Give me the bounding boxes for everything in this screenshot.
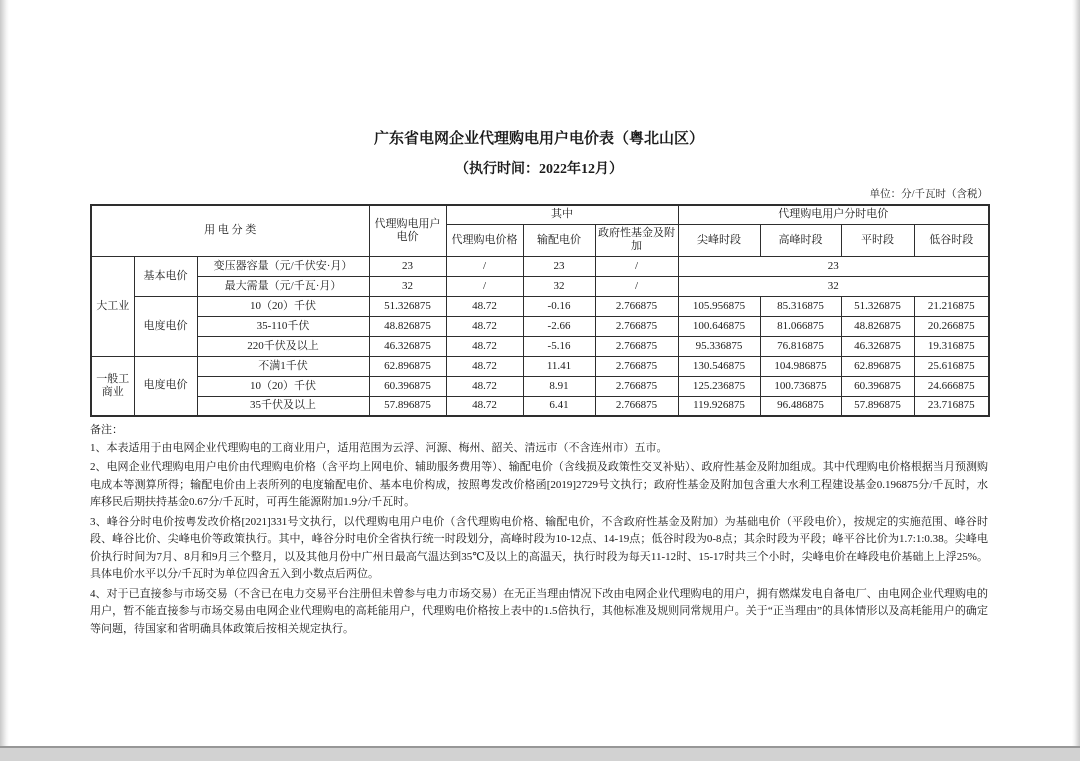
price-cell: 8.91 (523, 376, 595, 396)
header-tou: 代理购电用户分时电价 (678, 205, 989, 224)
page-edge-left (0, 0, 9, 748)
price-cell: 57.896875 (841, 396, 914, 416)
price-cell-merged: 23 (678, 256, 989, 276)
price-cell: 104.986875 (760, 356, 841, 376)
price-cell: 32 (369, 276, 446, 296)
page-edge-right (1072, 0, 1080, 748)
price-cell: 46.326875 (369, 336, 446, 356)
header-category: 用 电 分 类 (91, 205, 369, 256)
header-agency-user-price: 代理购电用户电价 (369, 205, 446, 256)
price-cell: 125.236875 (678, 376, 760, 396)
header-agency-price: 代理购电价格 (446, 224, 523, 256)
note-item-4: 4、对于已直接参与市场交易（不含已在电力交易平台注册但未曾参与电力市场交易）在无正当理由情况下改由电网企业代理购电的用户，拥有燃煤发电自备电厂、由电网企业代理购电的用户，暂不能直接参与市场交易由电网企业代理购电的高耗能用户，代理购电价格按上表中的1.5倍执行，其他标准及规则同常规用户。关于“正当理由”的具体情形以及高耗能用户的确定等问题，待国家和省明确具体政策后按相关规定执行。 (90, 587, 988, 635)
price-cell: -5.16 (523, 336, 595, 356)
price-cell: 23 (369, 256, 446, 276)
table-header-row-1 (91, 205, 989, 224)
price-cell: 46.326875 (841, 336, 914, 356)
table-row (91, 316, 989, 336)
header-among: 其中 (446, 205, 678, 224)
price-cell: -2.66 (523, 316, 595, 336)
price-cell: 25.616875 (914, 356, 989, 376)
table-row (91, 256, 989, 276)
price-cell: 51.326875 (841, 296, 914, 316)
group-energy-price: 电度电价 (134, 356, 197, 416)
price-cell: 62.896875 (841, 356, 914, 376)
group-large-industry: 大工业 (91, 256, 134, 356)
price-cell: 23.716875 (914, 396, 989, 416)
group-general-commerce: 一般工商业 (91, 356, 134, 416)
price-cell: 2.766875 (595, 336, 678, 356)
price-cell: 96.486875 (760, 396, 841, 416)
header-sharp-peak: 尖峰时段 (678, 224, 760, 256)
unit-note: 单位：分/千瓦时（含税） (869, 189, 988, 200)
group-energy-price: 电度电价 (134, 296, 197, 356)
table-row (91, 356, 989, 376)
price-cell: / (595, 276, 678, 296)
price-cell: 2.766875 (595, 296, 678, 316)
price-cell: 57.896875 (369, 396, 446, 416)
price-cell-merged: 32 (678, 276, 989, 296)
price-cell: 48.72 (446, 396, 523, 416)
note-item-3: 3、峰谷分时电价按粤发改价格[2021]331号文执行，以代理购电用户电价（含代理购电价格、输配电价，不含政府性基金及附加）为基础电价（平段电价），按规定的实施范围、峰谷时段、峰谷比价、尖峰电价等政策执行。其中，峰谷分时电价全省执行统一时段划分，高峰时段为10-12点、14-19点；低谷时段为0-8点；其余时段为平段；峰平谷比价为1.7:1:0.38。尖峰电价执行时间为7月、8月和9月三个整月，以及其他月份中广州日最高气温达到35℃及以上的高温天，执行时段为每天11-12时、15-17时共三个小时，尖峰电价在峰段电价基础上上浮25%。具体电价水平以分/千瓦时为单位四舍五入到小数点后两位。 (90, 515, 988, 580)
price-cell: 76.816875 (760, 336, 841, 356)
page-title: 广东省电网企业代理购电用户电价表（粤北山区） (373, 131, 704, 147)
page-subtitle: （执行时间：2022年12月） (455, 162, 623, 177)
price-cell: 62.896875 (369, 356, 446, 376)
price-cell: 2.766875 (595, 356, 678, 376)
price-cell: 100.646875 (678, 316, 760, 336)
price-cell: 130.546875 (678, 356, 760, 376)
price-cell: / (595, 256, 678, 276)
notes-heading: 备注： (90, 424, 123, 436)
price-cell: 85.316875 (760, 296, 841, 316)
price-cell: 100.736875 (760, 376, 841, 396)
price-cell: 48.72 (446, 316, 523, 336)
document-content (90, 0, 988, 640)
note-item-2: 2、电网企业代理购电用户电价由代理购电价格（含平均上网电价、辅助服务费用等）、输配电价（含线损及政策性交叉补贴）、政府性基金及附加组成。其中代理购电价格根据当月预测购电成本等测算所得；输配电价由上表所列的电度输配电价、基本电价构成，按照粤发改价格函[2019]2729号文执行；政府性基金及附加包含重大水利工程建设基金0.196875分/千瓦时，水库移民后期扶持基金0.67分/千瓦时，可再生能源附加1.9分/千瓦时。 (90, 461, 988, 508)
price-cell: 23 (523, 256, 595, 276)
notes-section (90, 422, 988, 638)
group-basic-price: 基本电价 (134, 256, 197, 296)
price-cell: 51.326875 (369, 296, 446, 316)
row-label: 变压器容量（元/千伏安·月） (197, 256, 369, 276)
price-cell: 2.766875 (595, 396, 678, 416)
price-table (90, 204, 990, 417)
price-cell: / (446, 276, 523, 296)
price-cell: 48.72 (446, 296, 523, 316)
price-cell: 48.826875 (841, 316, 914, 336)
row-label: 220千伏及以上 (197, 336, 369, 356)
row-label: 10（20）千伏 (197, 296, 369, 316)
price-cell: 60.396875 (841, 376, 914, 396)
price-cell: 20.266875 (914, 316, 989, 336)
header-flat: 平时段 (841, 224, 914, 256)
price-cell: 2.766875 (595, 376, 678, 396)
price-cell: 19.316875 (914, 336, 989, 356)
table-row (91, 396, 989, 416)
price-cell: 105.956875 (678, 296, 760, 316)
table-row (91, 336, 989, 356)
price-cell: -0.16 (523, 296, 595, 316)
header-transmission-price: 输配电价 (523, 224, 595, 256)
price-cell: 119.926875 (678, 396, 760, 416)
price-cell: / (446, 256, 523, 276)
price-cell: 32 (523, 276, 595, 296)
price-cell: 2.766875 (595, 316, 678, 336)
page-edge-bottom (0, 746, 1080, 761)
price-cell: 6.41 (523, 396, 595, 416)
price-cell: 21.216875 (914, 296, 989, 316)
row-label: 最大需量（元/千瓦·月） (197, 276, 369, 296)
price-cell: 48.72 (446, 376, 523, 396)
note-item-1: 1、本表适用于由电网企业代理购电的工商业用户，适用范围为云浮、河源、梅州、韶关、清远市（不含连州市）五市。 (90, 441, 668, 454)
table-row (91, 296, 989, 316)
row-label: 35-110千伏 (197, 316, 369, 336)
price-cell: 24.666875 (914, 376, 989, 396)
price-cell: 81.066875 (760, 316, 841, 336)
table-row (91, 376, 989, 396)
row-label: 不满1千伏 (197, 356, 369, 376)
price-cell: 95.336875 (678, 336, 760, 356)
header-valley: 低谷时段 (914, 224, 989, 256)
price-cell: 48.72 (446, 356, 523, 376)
header-gov-fund: 政府性基金及附加 (595, 224, 678, 256)
price-cell: 48.72 (446, 336, 523, 356)
header-high-peak: 高峰时段 (760, 224, 841, 256)
row-label: 35千伏及以上 (197, 396, 369, 416)
price-cell: 48.826875 (369, 316, 446, 336)
price-cell: 60.396875 (369, 376, 446, 396)
price-cell: 11.41 (523, 356, 595, 376)
table-row (91, 276, 989, 296)
row-label: 10（20）千伏 (197, 376, 369, 396)
